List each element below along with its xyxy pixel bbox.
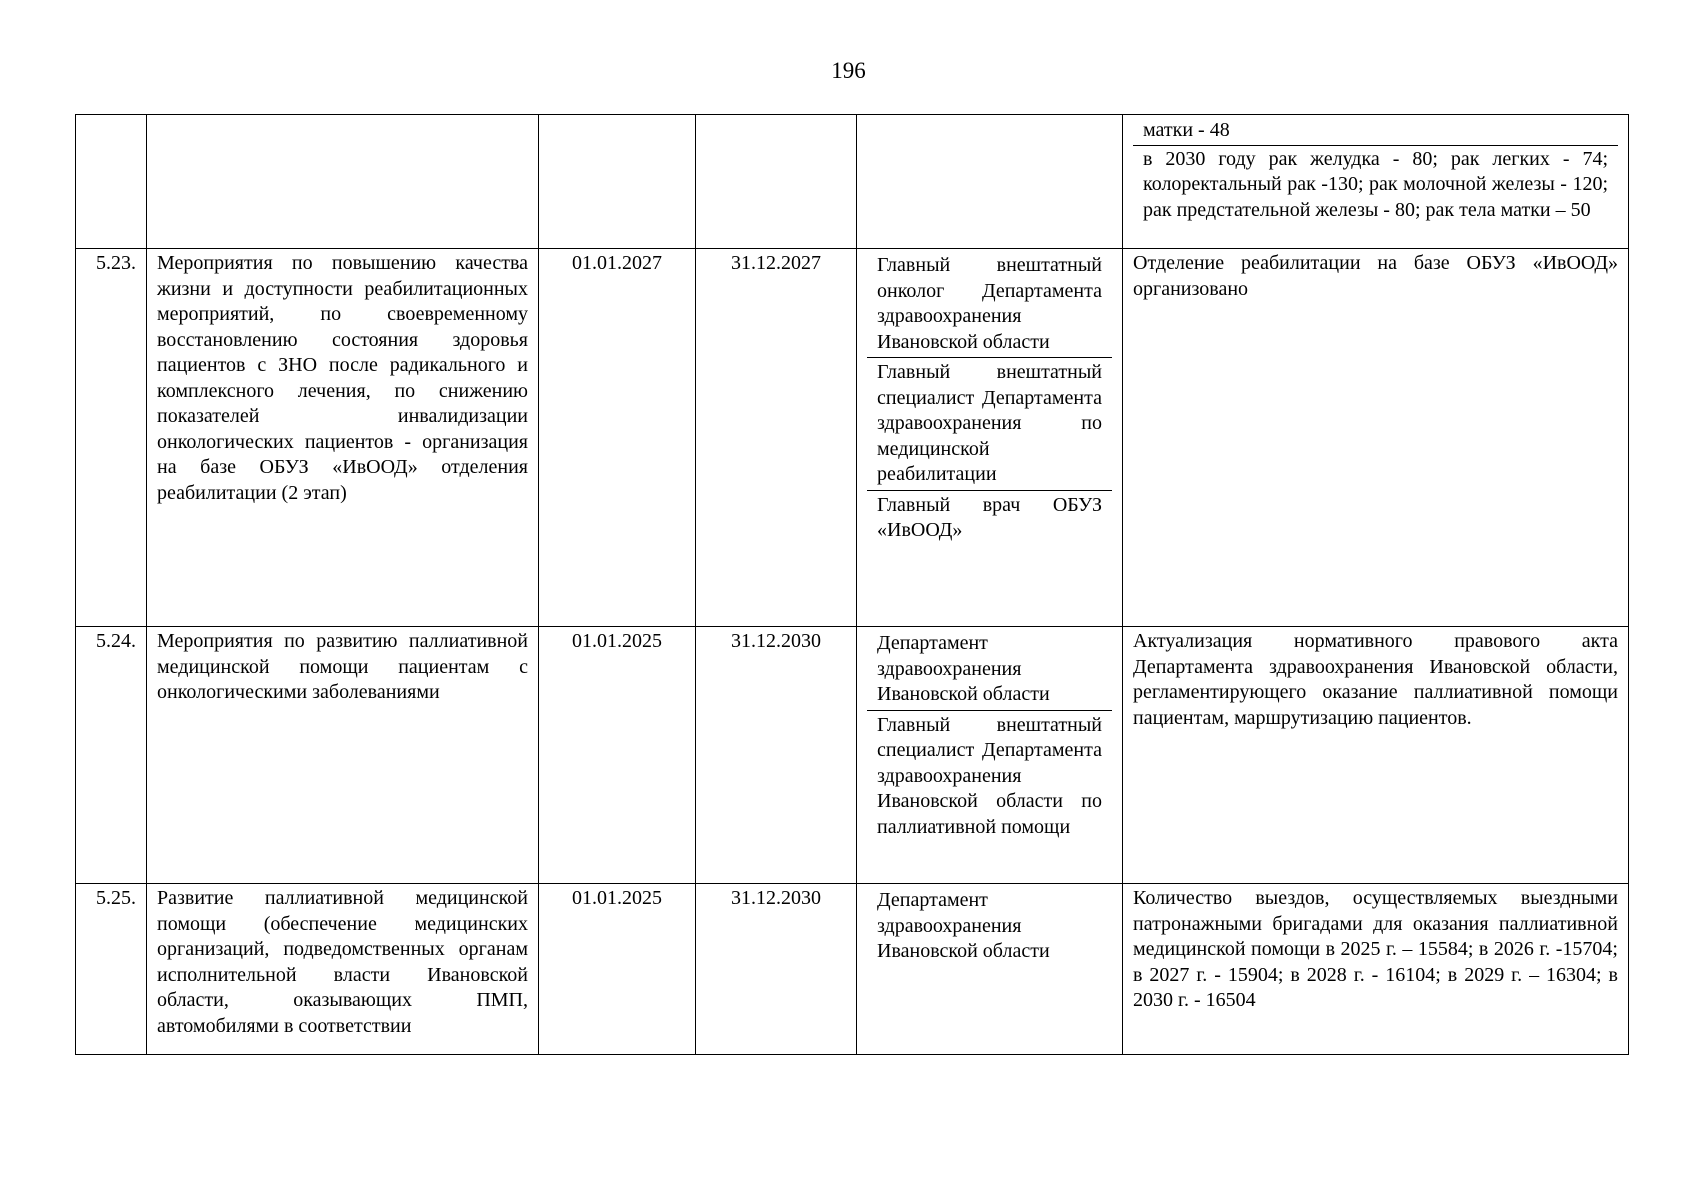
start-date-cell: [539, 115, 696, 249]
expected-result: Актуализация нормативного правового акта Департамента здравоохранения Ивановской области, регламентирующего оказание паллиативной помощи пациентам, маршрутизацию пациентов.: [1123, 627, 1629, 884]
page-number: 196: [831, 58, 866, 83]
end-date: 31.12.2030: [696, 884, 857, 1055]
row-number: 5.25.: [76, 884, 147, 1055]
activity-name: Мероприятия по повышению качества жизни и доступности реабилитационных мероприятий, по своевременному восстановлению состояния здоровья пациентов с ЗНО после радикального и комплексного лечения, по снижению показателей инвалидизации онкологических пациентов - организация на базе ОБУЗ «ИвООД» отделения реабилитации (2 этап): [147, 249, 539, 627]
responsible-entry: Департамент здравоохранения Ивановской области: [877, 632, 1050, 705]
result-line: в 2030 году рак желудка - 80; рак легких - 74; колоректальный рак -130; рак молочной железы - 120; рак предстательной железы - 80; рак тела матки – 50: [1133, 145, 1618, 225]
table-row: [76, 249, 1629, 627]
expected-result: Отделение реабилитации на базе ОБУЗ «ИвООД» организовано: [1123, 249, 1629, 627]
expected-result: Количество выездов, осуществляемых выездными патронажными бригадами для оказания паллиативной медицинской помощи в 2025 г. – 15584; в 2026 г. -15704; в 2027 г. - 15904; в 2028 г. - 16104; в 2029 г. – 16304; в 2030 г. - 16504: [1123, 884, 1629, 1055]
responsible-entry: Главный внештатный онколог Департамента здравоохранения Ивановской области: [877, 254, 1102, 353]
end-date: 31.12.2030: [696, 627, 857, 884]
responsible-entry: Департамент здравоохранения Ивановской области: [877, 889, 1050, 962]
name-cell: [147, 115, 539, 249]
end-date-cell: [696, 115, 857, 249]
result-cell: [1123, 115, 1629, 249]
end-date: 31.12.2027: [696, 249, 857, 627]
start-date: 01.01.2025: [539, 884, 696, 1055]
continuation-row: [76, 115, 1629, 249]
result-line: матки - 48: [1143, 119, 1230, 141]
responsible-cell: [857, 884, 1123, 1055]
responsible-entry: Главный внештатный специалист Департамента здравоохранения Ивановской области по паллиативной помощи: [867, 710, 1112, 843]
responsible-cell: [857, 249, 1123, 627]
responsible-entry: Главный внештатный специалист Департамента здравоохранения по медицинской реабилитации: [867, 357, 1112, 490]
plan-table: [75, 114, 1629, 1055]
responsible-cell: [857, 627, 1123, 884]
table-row: [76, 627, 1629, 884]
responsible-cell: [857, 115, 1123, 249]
row-number: 5.23.: [76, 249, 147, 627]
activity-name: Мероприятия по развитию паллиативной медицинской помощи пациентам с онкологическими заболеваниями: [147, 627, 539, 884]
start-date: 01.01.2027: [539, 249, 696, 627]
table-row: [76, 884, 1629, 1055]
responsible-entry: Главный врач ОБУЗ «ИвООД»: [867, 490, 1112, 546]
activity-name: Развитие паллиативной медицинской помощи (обеспечение медицинских организаций, подведомственных органам исполнительной власти Ивановской области, оказывающих ПМП, автомобилями в соответствии: [147, 884, 539, 1055]
num-cell: [76, 115, 147, 249]
row-number: 5.24.: [76, 627, 147, 884]
start-date: 01.01.2025: [539, 627, 696, 884]
